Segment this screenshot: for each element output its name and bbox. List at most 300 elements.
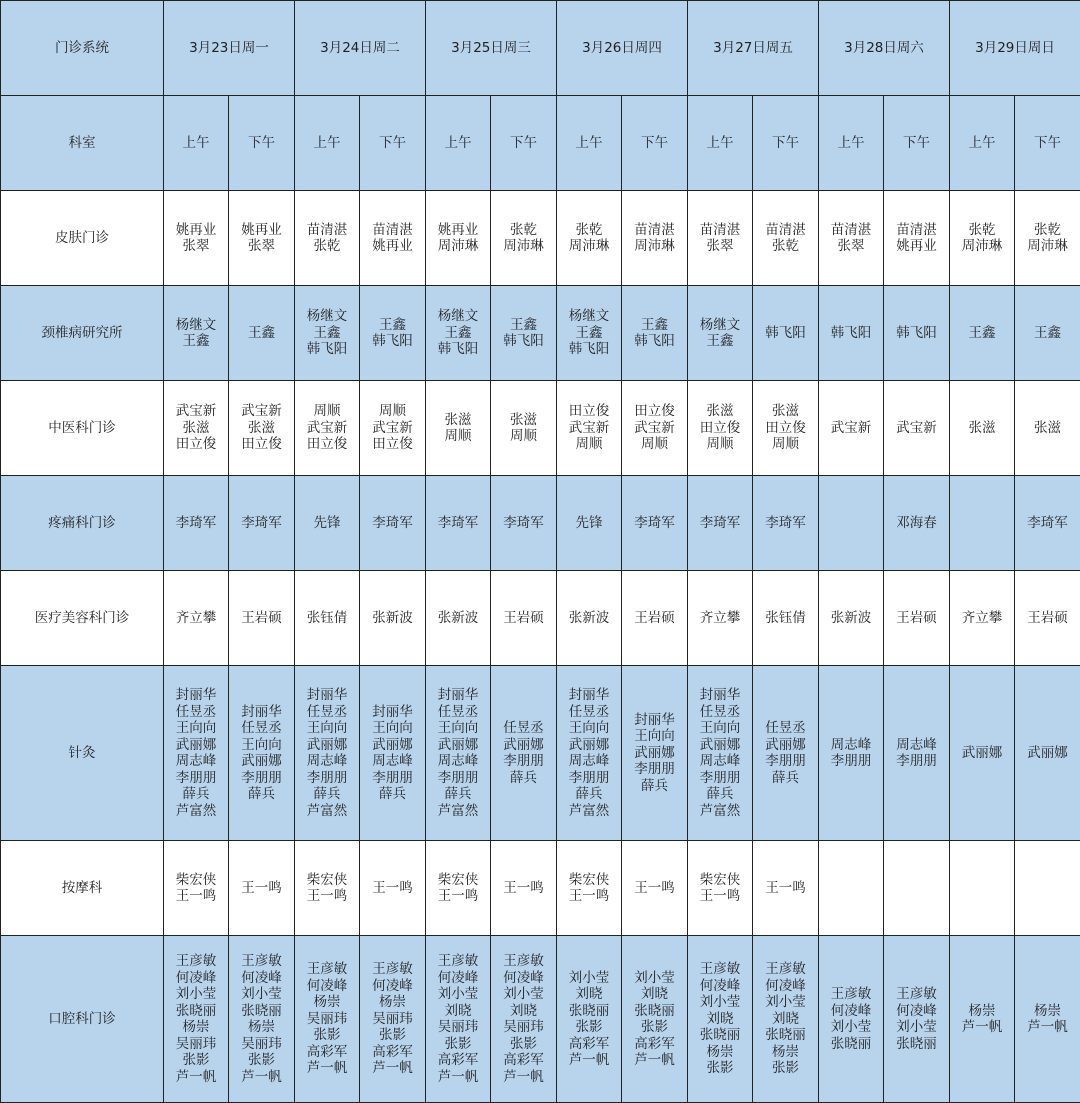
doctor-name: 芦富然	[688, 803, 752, 820]
department-row	[1, 476, 1080, 571]
doctor-name: 武宝新	[622, 420, 687, 437]
day-header: 3月29日周日	[950, 1, 1080, 96]
doctor-name: 王彦敏	[753, 961, 818, 978]
schedule-cell	[622, 666, 688, 841]
day-header: 3月27日周五	[688, 1, 819, 96]
doctor-name: 周志峰	[426, 753, 490, 770]
doctor-name: 田立俊	[557, 403, 621, 420]
doctor-name: 高彩军	[557, 1036, 621, 1053]
schedule-cell	[688, 191, 753, 286]
dept-header-cell: 科室	[1, 96, 164, 191]
doctor-name: 薛兵	[360, 786, 425, 803]
schedule-cell	[491, 191, 557, 286]
period-header: 下午	[491, 96, 557, 191]
doctor-name: 王一鸣	[229, 880, 294, 897]
schedule-cell	[1015, 666, 1080, 841]
doctor-name: 薛兵	[229, 786, 294, 803]
doctor-name: 刘晓	[426, 1003, 490, 1020]
department-name: 按摩科	[1, 841, 164, 936]
doctor-name: 周沛琳	[622, 238, 687, 255]
doctor-name: 薛兵	[426, 786, 490, 803]
doctor-name: 李朋朋	[164, 770, 228, 787]
schedule-cell	[950, 936, 1015, 1103]
doctor-name: 苗清湛	[360, 222, 425, 239]
department-name: 口腔科门诊	[1, 936, 164, 1103]
doctor-name: 刘晓	[622, 986, 687, 1003]
doctor-name: 王岩硕	[229, 610, 294, 627]
department-row	[1, 936, 1080, 1103]
doctor-name: 芦一帆	[229, 1069, 294, 1086]
schedule-cell	[557, 191, 622, 286]
doctor-name: 王一鸣	[164, 888, 228, 905]
doctor-name: 张影	[753, 1060, 818, 1077]
doctor-name: 芦一帆	[360, 1060, 425, 1077]
doctor-name: 封丽华	[622, 712, 687, 729]
doctor-name: 高彩军	[491, 1052, 556, 1069]
doctor-name: 李琦军	[688, 515, 752, 532]
day-header: 3月26日周四	[557, 1, 688, 96]
doctor-name: 姚再业	[360, 238, 425, 255]
schedule-cell	[426, 841, 491, 936]
doctor-name: 杨崇	[753, 1044, 818, 1061]
schedule-cell	[164, 381, 229, 476]
doctor-name: 王向向	[164, 720, 228, 737]
doctor-name: 王向向	[360, 720, 425, 737]
schedule-cell	[622, 191, 688, 286]
doctor-name: 柴宏侠	[688, 872, 752, 889]
doctor-name: 薛兵	[491, 770, 556, 787]
doctor-name: 武丽娜	[1015, 745, 1080, 762]
doctor-name: 吴丽玮	[426, 1019, 490, 1036]
doctor-name: 先锋	[295, 515, 359, 532]
schedule-cell	[557, 476, 622, 571]
doctor-name: 张新波	[426, 610, 490, 627]
doctor-name: 周沛琳	[491, 238, 556, 255]
doctor-name: 王一鸣	[688, 888, 752, 905]
doctor-name: 姚再业	[164, 222, 228, 239]
schedule-cell	[360, 841, 426, 936]
doctor-name: 王彦敏	[426, 953, 490, 970]
doctor-name: 柴宏侠	[164, 872, 228, 889]
doctor-name: 芦一帆	[295, 1060, 359, 1077]
doctor-name: 薛兵	[295, 786, 359, 803]
doctor-name: 吴丽玮	[491, 1019, 556, 1036]
doctor-name: 武丽娜	[688, 737, 752, 754]
doctor-name: 何凌峰	[426, 970, 490, 987]
doctor-name: 刘小莹	[753, 994, 818, 1011]
schedule-cell	[295, 571, 360, 666]
doctor-name: 苗清湛	[688, 222, 752, 239]
doctor-name: 刘小莹	[229, 986, 294, 1003]
doctor-name: 周志峰	[884, 737, 949, 754]
doctor-name: 芦富然	[426, 803, 490, 820]
schedule-cell	[688, 381, 753, 476]
doctor-name: 周志峰	[557, 753, 621, 770]
doctor-name: 芦一帆	[950, 1019, 1014, 1036]
schedule-cell	[884, 666, 950, 841]
doctor-name: 韩飞阳	[426, 341, 490, 358]
doctor-name: 芦富然	[557, 803, 621, 820]
doctor-name: 韩飞阳	[360, 333, 425, 350]
doctor-name: 王向向	[295, 720, 359, 737]
doctor-name: 张晓丽	[557, 1003, 621, 1020]
doctor-name: 封丽华	[164, 687, 228, 704]
day-header: 3月25日周三	[426, 1, 557, 96]
doctor-name: 任昱丞	[688, 704, 752, 721]
schedule-cell	[229, 666, 295, 841]
doctor-name: 苗清湛	[622, 222, 687, 239]
doctor-name: 王岩硕	[884, 610, 949, 627]
schedule-cell	[557, 841, 622, 936]
doctor-name: 何凌峰	[819, 1003, 883, 1020]
doctor-name: 姚再业	[884, 238, 949, 255]
period-header: 上午	[819, 96, 884, 191]
doctor-name: 王彦敏	[491, 953, 556, 970]
doctor-name: 张滋	[426, 412, 490, 429]
doctor-name: 薛兵	[557, 786, 621, 803]
day-header: 3月23日周一	[164, 1, 295, 96]
doctor-name: 任昱丞	[295, 704, 359, 721]
doctor-name: 齐立攀	[688, 610, 752, 627]
schedule-cell	[491, 666, 557, 841]
schedule-cell	[229, 381, 295, 476]
schedule-cell	[884, 571, 950, 666]
schedule-cell	[753, 381, 819, 476]
doctor-name: 田立俊	[229, 436, 294, 453]
doctor-name: 李琦军	[753, 515, 818, 532]
doctor-name: 任昱丞	[491, 720, 556, 737]
doctor-name: 韩飞阳	[884, 325, 949, 342]
doctor-name: 王鑫	[557, 325, 621, 342]
doctor-name: 张晓丽	[819, 1036, 883, 1053]
doctor-name: 张影	[426, 1036, 490, 1053]
schedule-cell	[753, 666, 819, 841]
doctor-name: 周志峰	[295, 753, 359, 770]
schedule-cell	[557, 936, 622, 1103]
doctor-name: 姚再业	[426, 222, 490, 239]
doctor-name: 周沛琳	[1015, 238, 1080, 255]
schedule-cell	[819, 571, 884, 666]
doctor-name: 何凌峰	[688, 978, 752, 995]
department-name: 医疗美容科门诊	[1, 571, 164, 666]
department-row	[1, 571, 1080, 666]
doctor-name: 张乾	[295, 238, 359, 255]
doctor-name: 王彦敏	[884, 986, 949, 1003]
doctor-name: 刘小莹	[622, 970, 687, 987]
doctor-name: 李朋朋	[819, 753, 883, 770]
doctor-name: 武宝新	[360, 420, 425, 437]
doctor-name: 张晓丽	[164, 1003, 228, 1020]
doctor-name: 芦一帆	[164, 1069, 228, 1086]
period-header: 下午	[229, 96, 295, 191]
period-header: 下午	[360, 96, 426, 191]
doctor-name: 王向向	[688, 720, 752, 737]
schedule-cell	[557, 286, 622, 381]
schedule-cell	[753, 476, 819, 571]
schedule-cell	[622, 841, 688, 936]
doctor-name: 李朋朋	[884, 753, 949, 770]
doctor-name: 周顺	[622, 436, 687, 453]
doctor-name: 王鑫	[1015, 325, 1080, 342]
doctor-name: 周顺	[557, 436, 621, 453]
doctor-name: 张滋	[1015, 420, 1080, 437]
schedule-cell	[229, 841, 295, 936]
department-row	[1, 286, 1080, 381]
doctor-name: 王岩硕	[1015, 610, 1080, 627]
doctor-name: 张新波	[819, 610, 883, 627]
department-row	[1, 666, 1080, 841]
doctor-name: 杨继文	[426, 308, 490, 325]
doctor-name: 封丽华	[360, 704, 425, 721]
doctor-name: 周志峰	[688, 753, 752, 770]
schedule-cell	[622, 381, 688, 476]
doctor-name: 张晓丽	[753, 1027, 818, 1044]
doctor-name: 杨崇	[1015, 1003, 1080, 1020]
schedule-cell	[688, 571, 753, 666]
schedule-cell	[884, 476, 950, 571]
doctor-name: 张翠	[688, 238, 752, 255]
doctor-name: 李朋朋	[229, 770, 294, 787]
header-row-dates	[1, 1, 1080, 96]
doctor-name: 张晓丽	[229, 1003, 294, 1020]
doctor-name: 高彩军	[360, 1044, 425, 1061]
schedule-cell	[229, 191, 295, 286]
period-header: 上午	[164, 96, 229, 191]
schedule-cell	[753, 191, 819, 286]
doctor-name: 武宝新	[295, 420, 359, 437]
doctor-name: 田立俊	[688, 420, 752, 437]
schedule-cell	[950, 286, 1015, 381]
doctor-name: 武丽娜	[753, 737, 818, 754]
doctor-name: 王一鸣	[426, 888, 490, 905]
doctor-name: 齐立攀	[950, 610, 1014, 627]
schedule-cell	[819, 381, 884, 476]
schedule-cell	[950, 191, 1015, 286]
department-row	[1, 841, 1080, 936]
doctor-name: 张翠	[164, 238, 228, 255]
schedule-cell	[688, 841, 753, 936]
doctor-name: 何凌峰	[753, 978, 818, 995]
department-name: 皮肤门诊	[1, 191, 164, 286]
doctor-name: 刘小莹	[557, 970, 621, 987]
doctor-name: 杨继文	[557, 308, 621, 325]
doctor-name: 周沛琳	[426, 238, 490, 255]
doctor-name: 王彦敏	[164, 953, 228, 970]
doctor-name: 韩飞阳	[295, 341, 359, 358]
doctor-name: 吴丽玮	[360, 1011, 425, 1028]
doctor-name: 封丽华	[557, 687, 621, 704]
doctor-name: 李琦军	[164, 515, 228, 532]
doctor-name: 任昱丞	[557, 704, 621, 721]
doctor-name: 芦一帆	[1015, 1019, 1080, 1036]
doctor-name: 武宝新	[229, 403, 294, 420]
doctor-name: 王鑫	[688, 333, 752, 350]
doctor-name: 芦富然	[295, 803, 359, 820]
schedule-cell	[819, 191, 884, 286]
schedule-cell	[622, 476, 688, 571]
doctor-name: 武丽娜	[491, 737, 556, 754]
doctor-name: 李琦军	[491, 515, 556, 532]
schedule-cell	[884, 191, 950, 286]
doctor-name: 刘小莹	[164, 986, 228, 1003]
doctor-name: 武宝新	[819, 420, 883, 437]
department-rows	[1, 191, 1080, 1103]
schedule-cell	[884, 381, 950, 476]
schedule-cell	[950, 666, 1015, 841]
schedule-cell	[295, 936, 360, 1103]
doctor-name: 张影	[360, 1027, 425, 1044]
doctor-name: 李朋朋	[360, 770, 425, 787]
doctor-name: 王岩硕	[491, 610, 556, 627]
doctor-name: 邓海春	[884, 515, 949, 532]
schedule-cell	[164, 666, 229, 841]
doctor-name: 张乾	[557, 222, 621, 239]
doctor-name: 张影	[295, 1027, 359, 1044]
schedule-cell	[491, 476, 557, 571]
schedule-cell	[360, 381, 426, 476]
doctor-name: 封丽华	[229, 704, 294, 721]
period-header: 上午	[557, 96, 622, 191]
schedule-cell	[491, 936, 557, 1103]
schedule-cell	[688, 476, 753, 571]
doctor-name: 韩飞阳	[622, 333, 687, 350]
doctor-name: 杨崇	[229, 1019, 294, 1036]
doctor-name: 高彩军	[426, 1052, 490, 1069]
doctor-name: 杨继文	[688, 317, 752, 334]
doctor-name: 刘小莹	[819, 1019, 883, 1036]
doctor-name: 武丽娜	[295, 737, 359, 754]
schedule-cell	[884, 841, 950, 936]
schedule-cell	[884, 286, 950, 381]
schedule-cell	[557, 381, 622, 476]
schedule-cell	[950, 381, 1015, 476]
doctor-name: 杨继文	[295, 308, 359, 325]
doctor-name: 张影	[622, 1019, 687, 1036]
schedule-cell	[819, 286, 884, 381]
schedule-cell	[491, 381, 557, 476]
doctor-name: 张晓丽	[884, 1036, 949, 1053]
schedule-cell	[1015, 476, 1080, 571]
department-row	[1, 191, 1080, 286]
doctor-name: 王一鸣	[491, 880, 556, 897]
doctor-name: 张钰倩	[295, 610, 359, 627]
doctor-name: 周顺	[491, 428, 556, 445]
schedule-cell	[229, 571, 295, 666]
schedule-cell	[229, 476, 295, 571]
doctor-name: 芦一帆	[557, 1052, 621, 1069]
schedule-cell	[164, 476, 229, 571]
schedule-cell	[426, 476, 491, 571]
doctor-name: 张影	[688, 1060, 752, 1077]
doctor-name: 杨继文	[164, 317, 228, 334]
schedule-cell	[360, 571, 426, 666]
schedule-cell	[1015, 936, 1080, 1103]
schedule-cell	[950, 841, 1015, 936]
period-header: 上午	[426, 96, 491, 191]
schedule-cell	[819, 841, 884, 936]
doctor-name: 杨崇	[164, 1019, 228, 1036]
doctor-name: 王鑫	[360, 317, 425, 334]
doctor-name: 王鑫	[164, 333, 228, 350]
doctor-name: 何凌峰	[491, 970, 556, 987]
period-header: 上午	[950, 96, 1015, 191]
period-header: 上午	[295, 96, 360, 191]
doctor-name: 张滋	[753, 403, 818, 420]
doctor-name: 高彩军	[295, 1044, 359, 1061]
doctor-name: 周志峰	[819, 737, 883, 754]
doctor-name: 刘小莹	[426, 986, 490, 1003]
doctor-name: 王彦敏	[688, 961, 752, 978]
doctor-name: 张新波	[360, 610, 425, 627]
doctor-name: 张乾	[1015, 222, 1080, 239]
doctor-name: 王鑫	[491, 317, 556, 334]
doctor-name: 张滋	[491, 412, 556, 429]
doctor-name: 封丽华	[295, 687, 359, 704]
schedule-cell	[295, 381, 360, 476]
doctor-name: 芦一帆	[622, 1052, 687, 1069]
doctor-name: 薛兵	[164, 786, 228, 803]
doctor-name: 苗清湛	[819, 222, 883, 239]
schedule-cell	[295, 191, 360, 286]
doctor-name: 芦一帆	[491, 1069, 556, 1086]
doctor-name: 何凌峰	[295, 978, 359, 995]
doctor-name: 封丽华	[688, 687, 752, 704]
schedule-cell	[164, 286, 229, 381]
doctor-name: 何凌峰	[164, 970, 228, 987]
schedule-cell	[426, 571, 491, 666]
doctor-name: 李朋朋	[753, 753, 818, 770]
schedule-cell	[622, 571, 688, 666]
schedule-cell	[1015, 841, 1080, 936]
doctor-name: 张影	[229, 1052, 294, 1069]
department-name: 疼痛科门诊	[1, 476, 164, 571]
doctor-name: 刘小莹	[688, 994, 752, 1011]
schedule-cell	[426, 191, 491, 286]
doctor-name: 王向向	[622, 728, 687, 745]
schedule-cell	[491, 286, 557, 381]
doctor-name: 周沛琳	[557, 238, 621, 255]
schedule-cell	[295, 841, 360, 936]
schedule-cell	[491, 841, 557, 936]
header-row-periods	[1, 96, 1080, 191]
doctor-name: 李朋朋	[295, 770, 359, 787]
period-header: 上午	[688, 96, 753, 191]
doctor-name: 张翠	[819, 238, 883, 255]
doctor-name: 齐立攀	[164, 610, 228, 627]
schedule-cell	[164, 571, 229, 666]
doctor-name: 苗清湛	[753, 222, 818, 239]
doctor-name: 武宝新	[557, 420, 621, 437]
schedule-cell	[426, 381, 491, 476]
doctor-name: 武丽娜	[557, 737, 621, 754]
doctor-name: 周顺	[295, 403, 359, 420]
schedule-cell	[491, 571, 557, 666]
schedule-cell	[295, 476, 360, 571]
doctor-name: 武宝新	[884, 420, 949, 437]
doctor-name: 武丽娜	[229, 753, 294, 770]
schedule-cell	[688, 666, 753, 841]
doctor-name: 刘晓	[753, 1011, 818, 1028]
schedule-cell	[1015, 571, 1080, 666]
doctor-name: 王鑫	[229, 325, 294, 342]
doctor-name: 任昱丞	[426, 704, 490, 721]
doctor-name: 王一鸣	[753, 880, 818, 897]
doctor-name: 王向向	[557, 720, 621, 737]
doctor-name: 张乾	[753, 238, 818, 255]
doctor-name: 张滋	[229, 420, 294, 437]
schedule-cell	[688, 936, 753, 1103]
doctor-name: 李琦军	[622, 515, 687, 532]
